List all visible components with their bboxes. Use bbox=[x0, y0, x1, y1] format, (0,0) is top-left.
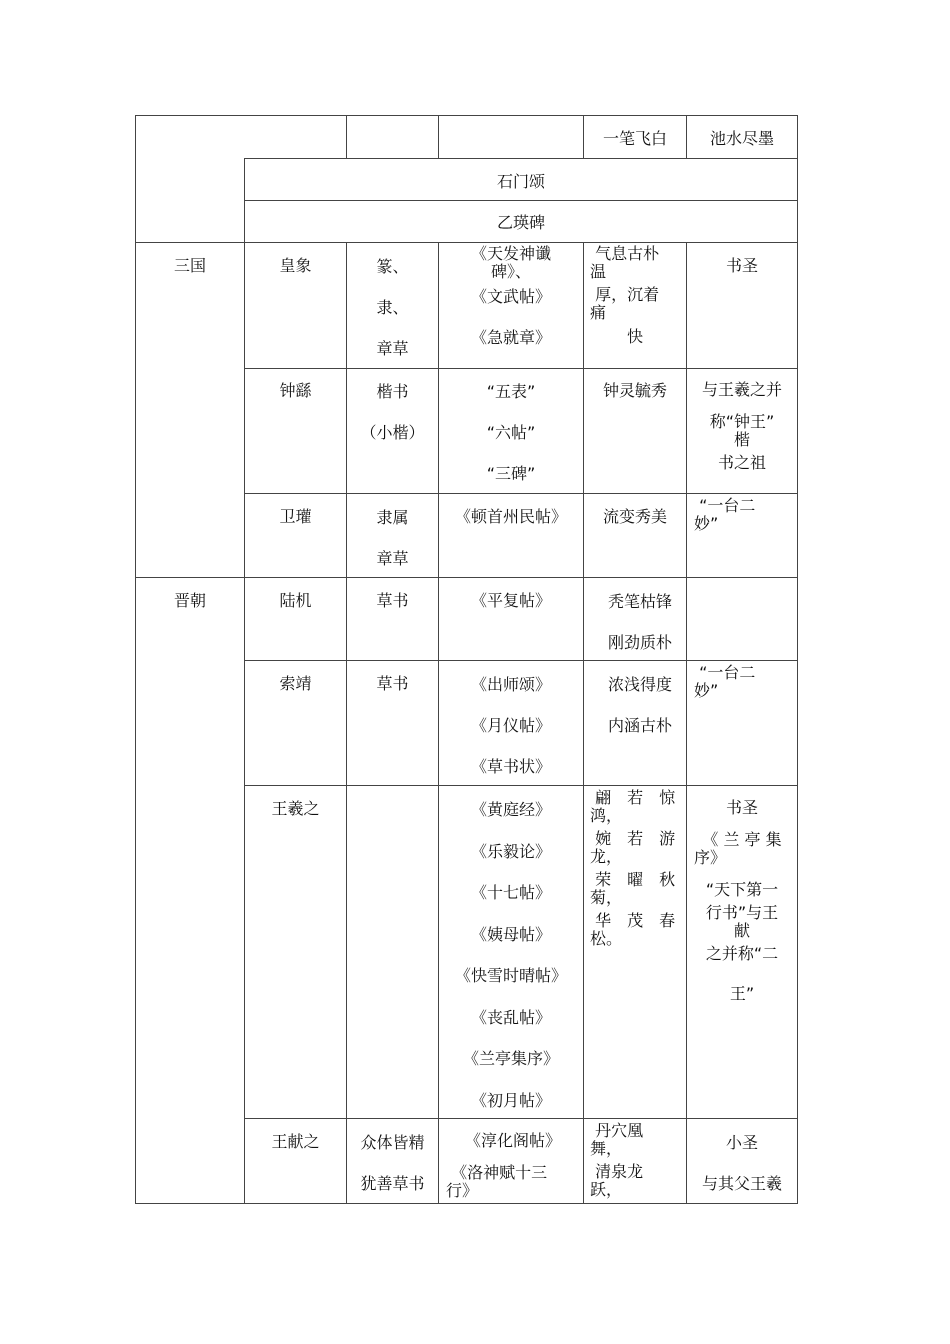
text-line: 妙” bbox=[694, 514, 719, 533]
list-item: 隶、 bbox=[376, 298, 409, 317]
table-rule bbox=[244, 200, 798, 201]
list-item: 《快雪时晴帖》 bbox=[454, 966, 567, 985]
list-item: “三碑” bbox=[486, 464, 536, 483]
works-list: 《顿首州民帖》 bbox=[454, 507, 567, 526]
calligrapher-name: 钟繇 bbox=[279, 381, 312, 400]
list-item: 篆、 bbox=[376, 257, 409, 276]
list-item: 《草书状》 bbox=[470, 757, 551, 776]
text-line: 快 bbox=[626, 327, 643, 346]
text-line: 鸿， bbox=[590, 806, 623, 825]
note: 书圣 bbox=[725, 256, 758, 275]
calligrapher-name: 皇象 bbox=[279, 256, 312, 275]
text-line: 翩 若 惊 bbox=[590, 788, 676, 807]
list-item: 《黄庭经》 bbox=[470, 800, 551, 819]
text-line: 华 茂 春 bbox=[590, 911, 676, 930]
note bbox=[694, 664, 794, 700]
table-border-top bbox=[135, 115, 798, 116]
table-cell-merged: 石门颂 bbox=[496, 172, 545, 191]
text-line: 王” bbox=[729, 984, 755, 1003]
script-style bbox=[347, 246, 438, 369]
style-description bbox=[590, 245, 680, 346]
list-item: 行》 bbox=[446, 1181, 479, 1200]
works-list bbox=[439, 789, 583, 1121]
text-line: 书圣 bbox=[725, 798, 758, 817]
text-line: 楷 bbox=[733, 430, 750, 449]
list-item: 《十七帖》 bbox=[470, 883, 551, 902]
works-list bbox=[446, 1132, 580, 1200]
script-style bbox=[347, 371, 438, 453]
script-style bbox=[347, 497, 438, 579]
text-line: 舞， bbox=[590, 1139, 623, 1158]
list-item: 《出师颂》 bbox=[470, 675, 551, 694]
calligrapher-name: 王羲之 bbox=[271, 799, 320, 818]
text-line: 与其父王羲 bbox=[701, 1174, 782, 1193]
text-line: “一台二 bbox=[694, 496, 756, 515]
style-description bbox=[590, 1122, 680, 1199]
text-line: 小圣 bbox=[725, 1133, 758, 1152]
text-line: 温 bbox=[590, 262, 607, 281]
text-line: 行书”与王 bbox=[705, 903, 779, 922]
table-cell: 一笔飞白 bbox=[602, 129, 667, 148]
text-line: “一台二 bbox=[694, 663, 756, 682]
text-line: 与王羲之并 bbox=[701, 380, 782, 399]
text-line: 浓浅得度 bbox=[607, 675, 672, 694]
text-line: 秃笔枯锋 bbox=[607, 592, 672, 611]
text-line: 厚，沉着 bbox=[590, 285, 660, 304]
table-cell-merged: 乙瑛碑 bbox=[496, 213, 545, 232]
note bbox=[694, 497, 794, 533]
list-item: 《乐毅论》 bbox=[470, 841, 551, 861]
list-item: 章草 bbox=[376, 549, 409, 568]
note bbox=[687, 1122, 797, 1204]
text-line: 刚劲质朴 bbox=[607, 633, 672, 652]
text-line: 婉 若 游 bbox=[590, 829, 676, 848]
text-line: 丹穴凰 bbox=[590, 1121, 644, 1140]
table-cell: 池水尽墨 bbox=[709, 129, 774, 148]
text-line: 跃， bbox=[590, 1180, 623, 1199]
text-line: 之并称“二 bbox=[705, 944, 779, 963]
text-line: 序》 bbox=[694, 848, 727, 867]
table-rule bbox=[244, 660, 798, 661]
list-item: 《初月帖》 bbox=[470, 1090, 551, 1110]
list-item: 章草 bbox=[376, 339, 409, 358]
calligrapher-name: 王献之 bbox=[271, 1132, 320, 1151]
text-line: 书之祖 bbox=[717, 453, 766, 472]
list-item: 隶属 bbox=[376, 508, 409, 527]
list-item: 《丧乱帖》 bbox=[470, 1007, 551, 1027]
table-rule bbox=[135, 577, 798, 578]
style-description: 钟灵毓秀 bbox=[602, 381, 667, 400]
text-line: 妙” bbox=[694, 681, 719, 700]
list-item: 《淳化阁帖》 bbox=[464, 1131, 561, 1150]
list-item: （小楷） bbox=[360, 423, 425, 442]
note bbox=[687, 381, 797, 472]
text-line: 内涵古朴 bbox=[607, 716, 672, 735]
calligrapher-name: 陆机 bbox=[279, 591, 312, 610]
list-item: 《洛神赋十三 bbox=[446, 1163, 548, 1182]
era-label: 晋朝 bbox=[173, 591, 206, 610]
list-item: 众体皆精 bbox=[360, 1133, 425, 1152]
text-line: 菊， bbox=[590, 888, 623, 907]
works-list bbox=[439, 245, 583, 347]
list-item: “五表” bbox=[486, 382, 536, 401]
table-rule bbox=[244, 368, 798, 369]
text-line: 气息古朴 bbox=[590, 244, 660, 263]
table-border-right bbox=[797, 115, 798, 1204]
text-line: 称“钟王” bbox=[709, 412, 775, 431]
calligrapher-name: 索靖 bbox=[279, 674, 312, 693]
works-list bbox=[439, 371, 583, 494]
list-item: 犹善草书 bbox=[360, 1174, 425, 1193]
works-list bbox=[439, 664, 583, 787]
table-rule bbox=[244, 158, 798, 159]
style-description bbox=[584, 581, 696, 663]
text-line: “天下第一 bbox=[705, 880, 779, 899]
text-line: 松。 bbox=[590, 929, 623, 948]
list-item: 《急就章》 bbox=[470, 328, 551, 347]
text-line: 清泉龙 bbox=[590, 1162, 644, 1181]
list-item: 《文武帖》 bbox=[470, 287, 551, 306]
style-description bbox=[584, 664, 696, 746]
text-line: 献 bbox=[733, 921, 750, 940]
style-description bbox=[590, 789, 682, 948]
list-item: “六帖” bbox=[486, 423, 536, 442]
table-col-rule bbox=[438, 115, 439, 158]
era-label: 三国 bbox=[173, 256, 206, 275]
script-style: 草书 bbox=[376, 591, 409, 610]
list-item: 楷书 bbox=[376, 382, 409, 401]
script-style: 草书 bbox=[376, 674, 409, 693]
list-item: 《天发神谶 bbox=[470, 244, 551, 263]
list-item: 《月仪帖》 bbox=[470, 716, 551, 735]
text-line: 荣 曜 秋 bbox=[590, 870, 676, 889]
works-list: 《平复帖》 bbox=[470, 591, 551, 610]
text-line: 《 兰 亭 集 bbox=[702, 830, 782, 849]
list-item: 《兰亭集序》 bbox=[462, 1049, 559, 1068]
note bbox=[687, 799, 797, 1003]
script-style bbox=[347, 1122, 438, 1204]
style-description: 流变秀美 bbox=[602, 507, 667, 526]
table-col-rule bbox=[346, 115, 347, 158]
table-rule bbox=[135, 242, 798, 243]
calligrapher-name: 卫瓘 bbox=[279, 507, 312, 526]
list-item: 碑》、 bbox=[490, 262, 531, 281]
table-border-left bbox=[135, 115, 136, 1204]
text-line: 痛 bbox=[590, 303, 607, 322]
text-line: 龙， bbox=[590, 847, 623, 866]
list-item: 《姨母帖》 bbox=[470, 924, 551, 944]
